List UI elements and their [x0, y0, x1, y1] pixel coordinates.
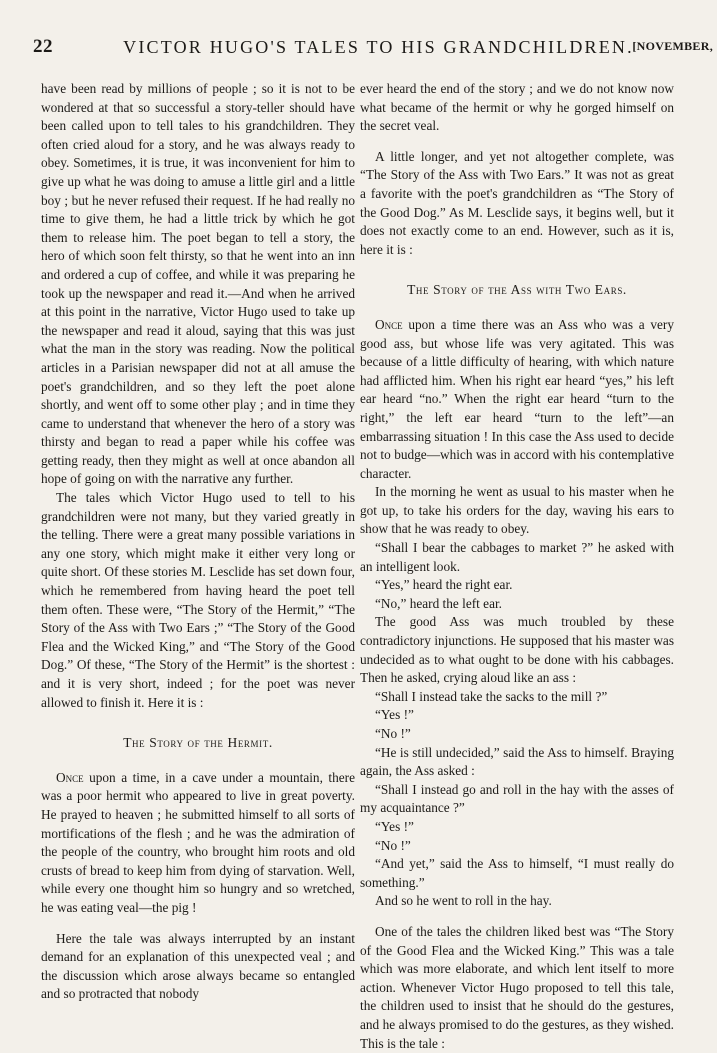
right-paragraph-16: “And yet,” said the Ass to himself, “I must really do something.”	[360, 856, 674, 890]
hermit-heading-text: The Story of the Hermit.	[123, 735, 273, 751]
left-p3-opening: Once	[56, 769, 84, 785]
right-paragraph-4: In the morning he went as usual to his master when he got up, to take his orders for the day, waving his ears to show that he was ready to obey.	[360, 484, 674, 537]
running-title	[0, 37, 717, 58]
right-column	[360, 80, 674, 1053]
right-paragraph-13: “Shall I instead go and roll in the hay with the asses of my acquaintance ?”	[360, 781, 674, 816]
left-paragraph-2: The tales which Victor Hugo used to tell to his grandchildren were not many, but they varied greatly in the telling. There were a great many possible variations in any one story, which might make it either very long or quite short. Of these stories M. Lesclide has set down four, which he remembered from having heard the poet tell them often. These were, “The Story of the Hermit,” “The Story of the Ass with Two Ears ;” “The Story of the Good Flea and the Wicked King,” and “The Story of the Good Dog.” Of these, “The Story of the Hermit” is the shortest : and it is very short, indeed ; for the poet was never allowed to finish it. Here it is :	[41, 490, 355, 710]
running-title-text: VICTOR HUGO'S TALES TO HIS GRANDCHILDREN.	[123, 37, 634, 57]
right-paragraph-7: “No,” heard the left ear.	[375, 595, 502, 611]
right-paragraph-1: ever heard the end of the story ; and we do not know now what became of the hermit or why he gorged himself on the secret veal.	[360, 81, 674, 134]
right-paragraph-9: “Shall I instead take the sacks to the mill ?”	[375, 688, 608, 704]
right-paragraph-14: “Yes !”	[375, 818, 414, 834]
right-p3-opening: Once	[375, 316, 403, 332]
left-column	[41, 80, 355, 1004]
left-p3-body: upon a time, in a cave under a mountain, there was a poor hermit who appeared to live in great poverty. He prayed to heaven ; he submitted himself to all sorts of mortifications of the flesh ; and he was the admiration of the people of the country, who brought him roots and old crusts of bread to keep him from dying of starvation. Well, while every one thought him so hungry and so wretched, he was eating veal—the pig !	[41, 769, 355, 915]
right-paragraph-2: A little longer, and yet not altogether complete, was “The Story of the Ass with Two Ears.” It was not as great a favorite with the poet's grandchildren as “The Story of the Good Dog.” As M. Lesclide says, it begins well, but it does not exactly come to an end. However, such as it is, here it is :	[360, 148, 674, 257]
page-header	[0, 34, 717, 64]
ass-story-heading	[360, 281, 674, 300]
left-paragraph-1: have been read by millions of people ; so it is not to be wondered at that so successful a story-teller should have been called upon to tell tales to his grandchildren. They often cried aloud for a story, and he was always ready to obey. Sometimes, it is true, it was inconvenient for him to give up what he was doing to amuse a little girl and a little boy ; but he never refused their request. If he had really no time to give them, he had a little trick by which he got them to release him. The poet began to tell a story, the hero of which soon felt thirsty, so that he went into an inn and ordered a cup of coffee, and while it was preparing he took up the newspaper and read it.—And when he arrived at this point in the narrative, Victor Hugo used to take up the newspaper and read it aloud, saying that this was just what the man in the story was reading. Now the political articles in a Parisian newspaper did not at all amuse the poet's grandchildren, and so they left the poet alone shortly, and went off to some other play ; and in time they came to understand that whenever the hero of a story was thirsty and began to read a paper while his coffee was getting ready, then they might as well at once abandon all hope of going on with the narrative any further.	[41, 81, 355, 487]
left-paragraph-3	[41, 769, 355, 918]
right-paragraph-12: “He is still undecided,” said the Ass to himself. Braying again, the Ass asked :	[360, 744, 674, 779]
right-paragraph-18: One of the tales the children liked best was “The Story of the Good Flea and the Wicked King.” This was a tale which was more elaborate, and which lent itself to more action. Whenever Victor Hugo proposed to tell this tale, the children used to insist that he should do the gestures, and he always promised to do the gestures, as they wished. This is the tale :	[360, 923, 674, 1051]
right-paragraph-11: “No !”	[375, 726, 411, 741]
right-paragraph-10: “Yes !”	[375, 707, 414, 723]
right-paragraph-17: And so he went to roll in the hay.	[375, 893, 552, 909]
right-p3-body: upon a time there was an Ass who was a very good ass, but whose life was very agitated. This was because of a little difficulty of hearing, with which nature had afflicted him. When his right ear heard “yes,” his left ear heard “no.” When the right ear heard “turn to the right,” the left ear heard “turn to the left”—an embarrassing situation ! In this case the Ass used to decide not to budge—which was in accord with his contemplative character.	[360, 316, 674, 481]
right-paragraph-15: “No !”	[375, 837, 411, 853]
hermit-story-heading	[41, 734, 355, 753]
issue-month: [NOVEMBER,	[632, 39, 713, 53]
right-paragraph-5: “Shall I bear the cabbages to market ?” he asked with an intelligent look.	[360, 540, 674, 574]
right-paragraph-8: The good Ass was much troubled by these contradictory injunctions. He supposed that his master was undecided as to what ought to be done with his cabbages. Then he asked, crying aloud like an ass :	[360, 614, 674, 686]
left-paragraph-4: Here the tale was always interrupted by an instant demand for an explanation of this unexpected veal ; and the discussion which arose always became so entangled and so protracted that nobody	[41, 930, 355, 1002]
ass-heading-text: The Story of the Ass with Two Ears.	[407, 282, 627, 298]
page-number: 22	[33, 36, 53, 57]
right-paragraph-6: “Yes,” heard the right ear.	[375, 577, 513, 593]
right-paragraph-3	[360, 316, 674, 483]
